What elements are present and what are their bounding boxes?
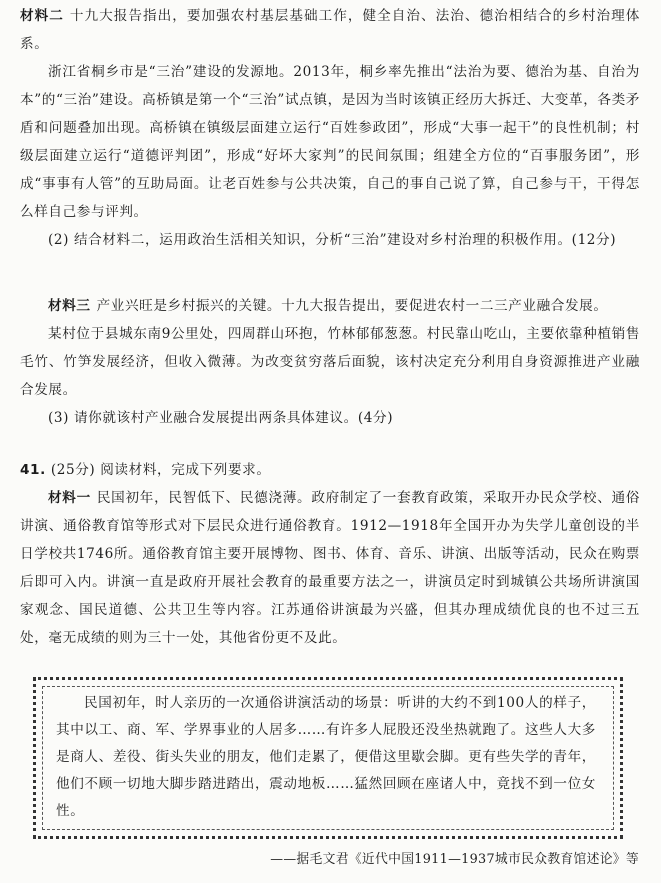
question-41-number: 41.	[20, 462, 46, 478]
material3-intro-text: 产业兴旺是乡村振兴的关键。十九大报告提出，要促进农村一二三产业融合发展。	[96, 298, 608, 314]
quote-box-text: 民国初年，时人亲历的一次通俗讲演活动的场景：听讲的大约不到100人的样子，其中以工、商、军、学界事业的人居多……有许多人屁股还没坐热就跑了。这些人大多是商人、差役、街头失业的朋友，他们走累了，便借这里歇会脚。更有些失学的青年，他们不顾一切地大脚步踏进踏出，震动地板……猛然回顾在座诸人中，竟找不到一位女性。	[56, 695, 596, 819]
material2-intro	[20, 2, 640, 58]
material3-intro	[20, 292, 640, 320]
question-3: (3) 请你就该村产业融合发展提出两条具体建议。(4分)	[48, 410, 394, 426]
q41-material1-label: 材料一	[48, 490, 91, 506]
material3-body: 某村位于县城东南9公里处，四周群山环抱，竹林郁郁葱葱。村民靠山吃山，主要依靠种植销售毛竹、竹笋发展经济，但收入微薄。为改变贫穷落后面貌，该村决定充分利用自身资源推进产业融合发展。	[20, 326, 640, 398]
quote-box	[33, 677, 623, 839]
material3-label: 材料三	[48, 298, 91, 314]
material2-body: 浙江省桐乡市是“三治”建设的发源地。2013年，桐乡率先推出“法治为要、德治为基、自治为本”的“三治”建设。高桥镇是第一个“三治”试点镇，是因为当时该镇正经历大拆迁、大变革，各类矛盾和问题叠加出现。高桥镇在镇级层面建立运行“百姓参政团”，形成“大事一起干”的良性机制；村级层面建立运行“道德评判团”，形成“好坏大家判”的民间氛围；组建全方位的“百事服务团”，形成“事事有人管”的互助局面。让老百姓参与公共决策，自己的事自己说了算，自己参与干，干得怎么样自己参与评判。	[20, 64, 640, 220]
question-41-header	[20, 456, 640, 484]
material2-label: 材料二	[20, 8, 64, 24]
material2-intro-text: 十九大报告指出，要加强农村基层基础工作，健全自治、法治、德治相结合的乡村治理体系。	[20, 8, 640, 52]
question-2: (2) 结合材料二，运用政治生活相关知识，分析“三治”建设对乡村治理的积极作用。(12分)	[48, 232, 617, 248]
question-41-header-text: (25分) 阅读材料，完成下列要求。	[50, 462, 271, 478]
source-citation: ——据毛文君《近代中国1911—1937城市民众教育馆述论》等	[270, 852, 639, 867]
q41-material1	[20, 484, 640, 652]
q41-material1-text: 民国初年，民智低下、民德浇薄。政府制定了一套教育政策，采取开办民众学校、通俗讲演、通俗教育馆等形式对下层民众进行通俗教育。1912—1918年全国开办为失学儿童创设的半日学校共1746所。通俗教育馆主要开展博物、图书、体育、音乐、讲演、出版等活动，民众在购票后即可入内。讲演一直是政府开展社会教育的最重要方法之一，讲演员定时到城镇公共场所讲演国家观念、国民道德、公共卫生等内容。江苏通俗讲演最为兴盛，但其办理成绩优良的也不过三五处，毫无成绩的则为三十一处，其他省份更不及此。	[20, 490, 640, 646]
